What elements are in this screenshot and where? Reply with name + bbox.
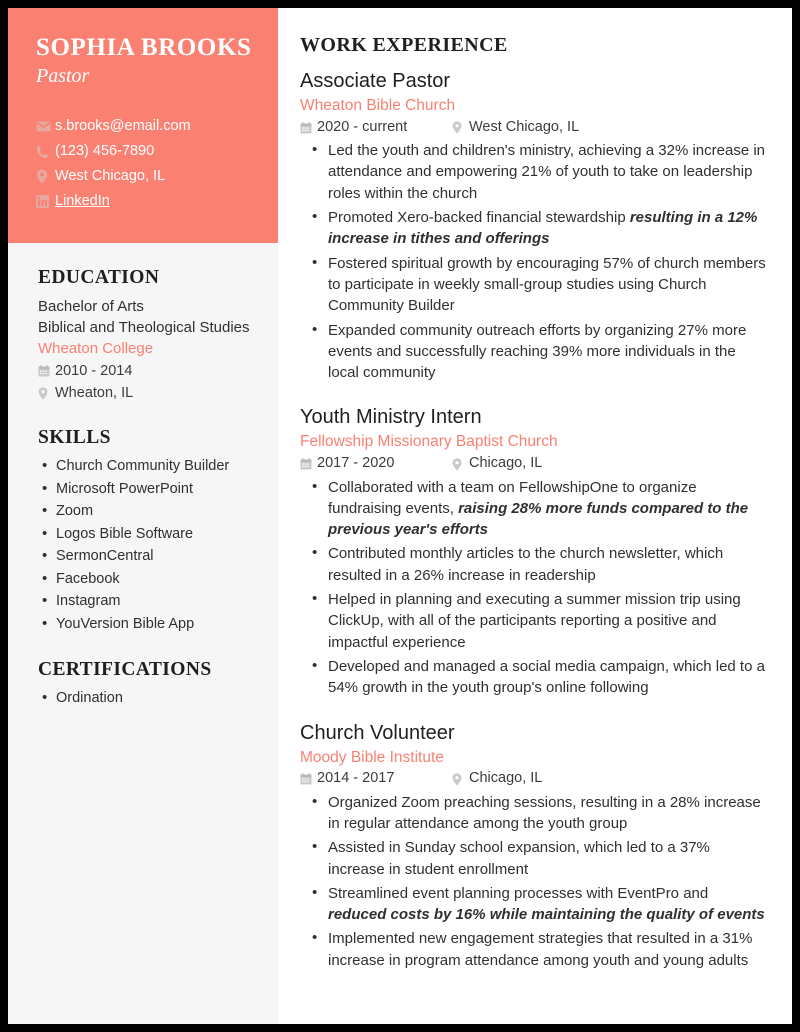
education-dates: 2010 - 2014 [55, 362, 133, 379]
list-item: • Instagram [38, 590, 256, 612]
bullet-emphasis: raising 28% more funds compared to the previous year's efforts [328, 499, 749, 539]
education-field: Biblical and Theological Studies [38, 318, 250, 336]
job-bullets [300, 477, 770, 699]
job-dates-group [300, 119, 452, 136]
education-school: Wheaton College [38, 340, 154, 358]
contact-phone[interactable] [36, 141, 256, 163]
job-role: Youth Ministry Intern [300, 406, 482, 429]
skills-list [38, 455, 256, 635]
job-location: Chicago, IL [469, 455, 543, 472]
list-item [300, 253, 770, 317]
list-item: • SermonCentral [38, 545, 256, 567]
work-experience-heading: WORK EXPERIENCE [300, 34, 508, 56]
job-location: Chicago, IL [469, 770, 543, 787]
bullet-text: Developed and managed a social media campaign, which led to a 54% growth in the youth group's online following [328, 657, 765, 697]
list-item [300, 320, 770, 384]
bullet-text: Helped in planning and executing a summer mission trip using ClickUp, with all of the participants reporting a positive and impactful experience [328, 591, 741, 651]
education-degree: Bachelor of Arts [38, 298, 144, 315]
bullet-text: Streamlined event planning processes with EventPro and [328, 884, 709, 902]
list-item: • Ordination [38, 687, 256, 709]
list-item [300, 883, 770, 926]
certifications-section [38, 659, 256, 709]
job-meta [300, 117, 770, 138]
list-item: • YouVersion Bible App [38, 613, 256, 635]
calendar-icon [38, 364, 55, 378]
contact-location-text: West Chicago, IL [55, 167, 166, 184]
location-pin-icon [38, 386, 55, 400]
bullet-text: Contributed monthly articles to the church newsletter, which resulted in a 26% increase in readership [328, 545, 724, 584]
job-organization: Wheaton Bible Church [300, 97, 456, 114]
job-bullets [300, 140, 770, 383]
education-location-row [38, 383, 256, 403]
job-organization: Fellowship Missionary Baptist Church [300, 433, 558, 451]
job-location-group [452, 455, 542, 472]
resume-page [8, 8, 792, 1024]
list-item: • Church Community Builder [38, 455, 256, 477]
list-item [300, 477, 770, 541]
sidebar-header [8, 8, 278, 243]
calendar-icon [300, 457, 317, 471]
list-item [300, 656, 770, 699]
certifications-list [38, 687, 256, 709]
job-entry [300, 405, 770, 698]
bullet-text: Expanded community outreach efforts by organizing 27% more events and successfully reaching 39% more individuals in the local community [328, 321, 747, 382]
contact-email[interactable] [36, 116, 256, 138]
location-pin-icon [452, 121, 469, 135]
job-dates: 2014 - 2017 [317, 770, 395, 787]
calendar-icon [300, 121, 317, 135]
work-experience-section [300, 8, 770, 993]
job-meta [300, 454, 770, 475]
education-dates-row [38, 361, 256, 381]
location-pin-icon [452, 772, 469, 786]
linkedin-icon [36, 194, 55, 210]
list-item: • Zoom [38, 500, 256, 522]
bullet-text: Led the youth and children's ministry, achieving a 32% increase in attendance and empowering 21% of youth to take on leadership roles within the church [328, 142, 765, 202]
location-pin-icon [452, 457, 469, 471]
list-item [300, 792, 770, 835]
job-meta [300, 769, 770, 790]
envelope-icon [36, 119, 55, 135]
list-item [300, 928, 770, 971]
job-entry [300, 69, 770, 383]
job-entry [300, 721, 770, 972]
candidate-job-title: Pastor [36, 64, 90, 87]
list-item [300, 589, 770, 653]
skills-heading: SKILLS [38, 427, 111, 449]
location-pin-icon [36, 169, 55, 185]
job-bullets [300, 792, 770, 971]
certifications-heading: CERTIFICATIONS [38, 659, 212, 681]
list-item [300, 207, 770, 250]
bullet-emphasis: reduced costs by 16% while maintaining the quality of events [328, 906, 765, 924]
job-organization: Moody Bible Institute [300, 748, 444, 766]
bullet-text: Assisted in Sunday school expansion, which led to a 37% increase in student enrollment [328, 839, 710, 878]
calendar-icon [300, 772, 317, 786]
sidebar [8, 8, 278, 1024]
bullet-emphasis: resulting in a 12% increase in tithes and offerings [328, 209, 758, 248]
contact-email-text: s.brooks@email.com [55, 117, 191, 134]
job-location: West Chicago, IL [469, 118, 580, 135]
education-location: Wheaton, IL [55, 384, 134, 401]
bullet-text: Implemented new engagement strategies that resulted in a 31% increase in program attendance among youth and young adults [328, 930, 753, 969]
bullet-text: Promoted Xero-backed financial stewardship [328, 209, 630, 227]
list-item: • Facebook [38, 568, 256, 590]
skills-section [38, 427, 256, 635]
list-item [300, 837, 770, 880]
list-item: • Logos Bible Software [38, 523, 256, 545]
list-item: • Microsoft PowerPoint [38, 478, 256, 500]
education-heading: EDUCATION [38, 267, 160, 288]
contact-phone-text: (123) 456-7890 [55, 142, 155, 159]
education-section [38, 267, 256, 403]
job-location-group [452, 119, 579, 136]
job-role: Church Volunteer [300, 721, 455, 744]
bullet-text: Collaborated with a team on FellowshipOne to organize fundraising events, [328, 478, 697, 517]
sidebar-body [8, 243, 278, 710]
job-dates: 2020 - current [317, 118, 408, 135]
phone-icon [36, 144, 55, 160]
job-dates-group [300, 770, 452, 787]
list-item [300, 543, 770, 586]
contact-linkedin[interactable] [36, 191, 256, 213]
job-location-group [452, 770, 542, 787]
list-item [300, 140, 770, 204]
bullet-text: Fostered spiritual growth by encouraging 57% of church members to participate in weekly small-group studies using Church Community Builder [328, 254, 766, 315]
contact-list [36, 116, 256, 213]
contact-linkedin-text[interactable]: LinkedIn [55, 192, 110, 209]
job-dates-group [300, 455, 452, 472]
job-role: Associate Pastor [300, 70, 451, 92]
page-title: SOPHIA BROOKS [36, 34, 252, 61]
contact-location [36, 166, 256, 188]
job-dates: 2017 - 2020 [317, 455, 395, 472]
bullet-text: Organized Zoom preaching sessions, resulting in a 28% increase in regular attendance among the youth group [328, 793, 761, 832]
